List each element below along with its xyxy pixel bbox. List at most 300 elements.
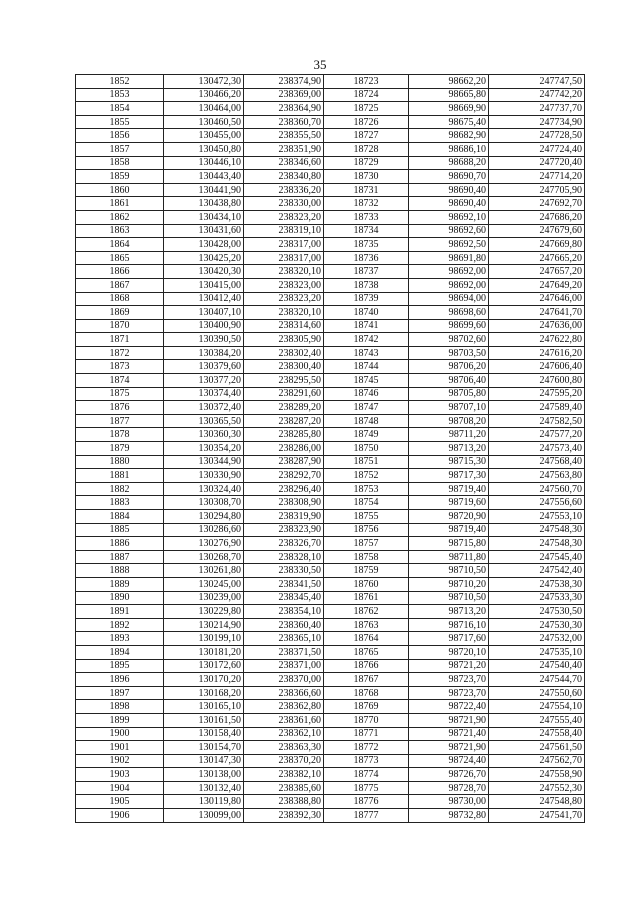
point-number-right-cell: 18770 [324,713,409,727]
x-coordinate-left-cell: 130294,80 [164,510,244,524]
table-row [76,713,585,727]
x-coordinate-right-cell: 98715,30 [409,455,489,469]
point-number-right-cell: 18743 [324,346,409,360]
x-coordinate-left-cell: 130161,50 [164,713,244,727]
y-coordinate-right-cell: 247616,20 [489,346,585,360]
point-number-left-cell: 1863 [76,224,164,238]
y-coordinate-right-cell: 247545,40 [489,550,585,564]
table-row [76,156,585,170]
x-coordinate-right-cell: 98710,50 [409,564,489,578]
table-row [76,210,585,224]
x-coordinate-right-cell: 98692,10 [409,210,489,224]
coordinates-table-body [76,75,585,823]
table-row [76,618,585,632]
y-coordinate-left-cell: 238374,90 [244,75,324,89]
point-number-left-cell: 1899 [76,713,164,727]
y-coordinate-right-cell: 247734,90 [489,115,585,129]
table-row [76,129,585,143]
point-number-right-cell: 18777 [324,809,409,823]
y-coordinate-right-cell: 247728,50 [489,129,585,143]
point-number-left-cell: 1896 [76,673,164,687]
x-coordinate-left-cell: 130308,70 [164,496,244,510]
point-number-right-cell: 18726 [324,115,409,129]
x-coordinate-right-cell: 98662,20 [409,75,489,89]
x-coordinate-left-cell: 130377,20 [164,374,244,388]
x-coordinate-right-cell: 98720,90 [409,510,489,524]
point-number-left-cell: 1897 [76,686,164,700]
point-number-right-cell: 18737 [324,265,409,279]
x-coordinate-left-cell: 130428,00 [164,238,244,252]
x-coordinate-left-cell: 130472,30 [164,75,244,89]
table-row [76,455,585,469]
y-coordinate-left-cell: 238355,50 [244,129,324,143]
table-row [76,482,585,496]
point-number-right-cell: 18764 [324,632,409,646]
x-coordinate-left-cell: 130443,40 [164,170,244,184]
x-coordinate-left-cell: 130324,40 [164,482,244,496]
point-number-left-cell: 1905 [76,795,164,809]
y-coordinate-right-cell: 247558,90 [489,768,585,782]
point-number-right-cell: 18761 [324,591,409,605]
y-coordinate-left-cell: 238330,00 [244,197,324,211]
point-number-left-cell: 1901 [76,741,164,755]
y-coordinate-left-cell: 238317,00 [244,251,324,265]
table-row [76,88,585,102]
x-coordinate-left-cell: 130379,60 [164,360,244,374]
x-coordinate-right-cell: 98710,20 [409,577,489,591]
y-coordinate-left-cell: 238287,20 [244,414,324,428]
x-coordinate-right-cell: 98728,70 [409,781,489,795]
point-number-left-cell: 1902 [76,754,164,768]
y-coordinate-right-cell: 247550,60 [489,686,585,700]
y-coordinate-left-cell: 238370,20 [244,754,324,768]
y-coordinate-left-cell: 238336,20 [244,183,324,197]
x-coordinate-right-cell: 98730,00 [409,795,489,809]
point-number-right-cell: 18751 [324,455,409,469]
point-number-left-cell: 1861 [76,197,164,211]
y-coordinate-left-cell: 238320,10 [244,265,324,279]
y-coordinate-right-cell: 247541,70 [489,809,585,823]
x-coordinate-left-cell: 130168,20 [164,686,244,700]
table-row [76,632,585,646]
y-coordinate-right-cell: 247606,40 [489,360,585,374]
point-number-right-cell: 18741 [324,319,409,333]
point-number-right-cell: 18775 [324,781,409,795]
x-coordinate-left-cell: 130400,90 [164,319,244,333]
table-row [76,754,585,768]
y-coordinate-right-cell: 247573,40 [489,442,585,456]
x-coordinate-left-cell: 130384,20 [164,346,244,360]
point-number-right-cell: 18729 [324,156,409,170]
point-number-left-cell: 1900 [76,727,164,741]
point-number-right-cell: 18760 [324,577,409,591]
x-coordinate-left-cell: 130261,80 [164,564,244,578]
x-coordinate-left-cell: 130412,40 [164,292,244,306]
point-number-right-cell: 18728 [324,142,409,156]
y-coordinate-right-cell: 247636,00 [489,319,585,333]
x-coordinate-right-cell: 98675,40 [409,115,489,129]
table-row [76,278,585,292]
table-row [76,333,585,347]
x-coordinate-left-cell: 130158,40 [164,727,244,741]
y-coordinate-left-cell: 238317,00 [244,238,324,252]
x-coordinate-left-cell: 130365,50 [164,414,244,428]
x-coordinate-right-cell: 98723,70 [409,686,489,700]
point-number-right-cell: 18768 [324,686,409,700]
point-number-left-cell: 1903 [76,768,164,782]
x-coordinate-left-cell: 130372,40 [164,401,244,415]
x-coordinate-right-cell: 98699,60 [409,319,489,333]
table-row [76,414,585,428]
x-coordinate-right-cell: 98713,20 [409,442,489,456]
table-row [76,75,585,89]
point-number-left-cell: 1870 [76,319,164,333]
y-coordinate-left-cell: 238346,60 [244,156,324,170]
table-row [76,768,585,782]
x-coordinate-right-cell: 98723,70 [409,673,489,687]
table-row [76,781,585,795]
point-number-right-cell: 18734 [324,224,409,238]
point-number-left-cell: 1859 [76,170,164,184]
y-coordinate-right-cell: 247649,20 [489,278,585,292]
y-coordinate-right-cell: 247714,20 [489,170,585,184]
x-coordinate-right-cell: 98732,80 [409,809,489,823]
x-coordinate-left-cell: 130245,00 [164,577,244,591]
y-coordinate-left-cell: 238286,00 [244,442,324,456]
x-coordinate-left-cell: 130446,10 [164,156,244,170]
point-number-right-cell: 18774 [324,768,409,782]
x-coordinate-left-cell: 130374,40 [164,387,244,401]
point-number-left-cell: 1864 [76,238,164,252]
table-row [76,292,585,306]
y-coordinate-left-cell: 238382,10 [244,768,324,782]
y-coordinate-left-cell: 238371,00 [244,659,324,673]
y-coordinate-left-cell: 238365,10 [244,632,324,646]
point-number-left-cell: 1871 [76,333,164,347]
x-coordinate-left-cell: 130420,30 [164,265,244,279]
table-row [76,577,585,591]
x-coordinate-left-cell: 130455,00 [164,129,244,143]
table-row [76,346,585,360]
x-coordinate-right-cell: 98717,60 [409,632,489,646]
y-coordinate-right-cell: 247556,60 [489,496,585,510]
table-row [76,442,585,456]
y-coordinate-right-cell: 247535,10 [489,645,585,659]
point-number-left-cell: 1874 [76,374,164,388]
y-coordinate-right-cell: 247720,40 [489,156,585,170]
point-number-right-cell: 18736 [324,251,409,265]
x-coordinate-right-cell: 98691,80 [409,251,489,265]
table-row [76,251,585,265]
y-coordinate-right-cell: 247600,80 [489,374,585,388]
point-number-left-cell: 1879 [76,442,164,456]
table-row [76,360,585,374]
point-number-right-cell: 18740 [324,306,409,320]
x-coordinate-left-cell: 130344,90 [164,455,244,469]
x-coordinate-right-cell: 98690,40 [409,183,489,197]
point-number-right-cell: 18756 [324,523,409,537]
y-coordinate-right-cell: 247686,20 [489,210,585,224]
table-row [76,170,585,184]
point-number-right-cell: 18767 [324,673,409,687]
x-coordinate-right-cell: 98717,30 [409,469,489,483]
point-number-right-cell: 18733 [324,210,409,224]
point-number-left-cell: 1904 [76,781,164,795]
point-number-left-cell: 1865 [76,251,164,265]
y-coordinate-right-cell: 247724,40 [489,142,585,156]
point-number-left-cell: 1856 [76,129,164,143]
x-coordinate-right-cell: 98698,60 [409,306,489,320]
table-row [76,496,585,510]
x-coordinate-right-cell: 98719,40 [409,482,489,496]
point-number-left-cell: 1890 [76,591,164,605]
point-number-right-cell: 18757 [324,537,409,551]
y-coordinate-right-cell: 247669,80 [489,238,585,252]
point-number-right-cell: 18723 [324,75,409,89]
point-number-right-cell: 18754 [324,496,409,510]
x-coordinate-left-cell: 130431,60 [164,224,244,238]
y-coordinate-left-cell: 238354,10 [244,605,324,619]
y-coordinate-left-cell: 238326,70 [244,537,324,551]
point-number-right-cell: 18752 [324,469,409,483]
y-coordinate-left-cell: 238292,70 [244,469,324,483]
x-coordinate-left-cell: 130229,80 [164,605,244,619]
table-row [76,727,585,741]
table-row [76,306,585,320]
point-number-right-cell: 18759 [324,564,409,578]
point-number-left-cell: 1857 [76,142,164,156]
y-coordinate-left-cell: 238296,40 [244,482,324,496]
y-coordinate-left-cell: 238323,90 [244,523,324,537]
point-number-left-cell: 1884 [76,510,164,524]
table-row [76,673,585,687]
x-coordinate-right-cell: 98722,40 [409,700,489,714]
y-coordinate-left-cell: 238285,80 [244,428,324,442]
table-row [76,319,585,333]
x-coordinate-left-cell: 130464,00 [164,102,244,116]
table-row [76,428,585,442]
y-coordinate-left-cell: 238364,90 [244,102,324,116]
y-coordinate-right-cell: 247641,70 [489,306,585,320]
table-row [76,224,585,238]
x-coordinate-left-cell: 130119,80 [164,795,244,809]
y-coordinate-left-cell: 238388,80 [244,795,324,809]
x-coordinate-left-cell: 130330,90 [164,469,244,483]
x-coordinate-left-cell: 130415,00 [164,278,244,292]
table-row [76,238,585,252]
point-number-right-cell: 18749 [324,428,409,442]
point-number-left-cell: 1876 [76,401,164,415]
y-coordinate-left-cell: 238371,50 [244,645,324,659]
y-coordinate-right-cell: 247533,30 [489,591,585,605]
y-coordinate-right-cell: 247622,80 [489,333,585,347]
point-number-right-cell: 18744 [324,360,409,374]
table-row [76,605,585,619]
point-number-left-cell: 1873 [76,360,164,374]
y-coordinate-left-cell: 238360,40 [244,618,324,632]
point-number-left-cell: 1869 [76,306,164,320]
x-coordinate-right-cell: 98726,70 [409,768,489,782]
y-coordinate-left-cell: 238323,20 [244,292,324,306]
y-coordinate-right-cell: 247530,30 [489,618,585,632]
point-number-right-cell: 18746 [324,387,409,401]
point-number-right-cell: 18753 [324,482,409,496]
point-number-right-cell: 18731 [324,183,409,197]
y-coordinate-left-cell: 238363,30 [244,741,324,755]
x-coordinate-left-cell: 130138,00 [164,768,244,782]
x-coordinate-left-cell: 130239,00 [164,591,244,605]
x-coordinate-left-cell: 130172,60 [164,659,244,673]
point-number-left-cell: 1878 [76,428,164,442]
table-row [76,523,585,537]
x-coordinate-left-cell: 130268,70 [164,550,244,564]
y-coordinate-left-cell: 238314,60 [244,319,324,333]
x-coordinate-right-cell: 98690,70 [409,170,489,184]
y-coordinate-right-cell: 247548,30 [489,523,585,537]
x-coordinate-right-cell: 98716,10 [409,618,489,632]
x-coordinate-right-cell: 98692,00 [409,278,489,292]
point-number-left-cell: 1852 [76,75,164,89]
table-row [76,401,585,415]
point-number-left-cell: 1892 [76,618,164,632]
point-number-right-cell: 18732 [324,197,409,211]
point-number-left-cell: 1886 [76,537,164,551]
point-number-right-cell: 18765 [324,645,409,659]
point-number-right-cell: 18750 [324,442,409,456]
table-row [76,183,585,197]
point-number-left-cell: 1872 [76,346,164,360]
y-coordinate-left-cell: 238361,60 [244,713,324,727]
y-coordinate-right-cell: 247577,20 [489,428,585,442]
y-coordinate-right-cell: 247646,00 [489,292,585,306]
y-coordinate-right-cell: 247555,40 [489,713,585,727]
x-coordinate-right-cell: 98694,00 [409,292,489,306]
y-coordinate-left-cell: 238295,50 [244,374,324,388]
y-coordinate-left-cell: 238308,90 [244,496,324,510]
point-number-left-cell: 1888 [76,564,164,578]
table-row [76,374,585,388]
point-number-right-cell: 18748 [324,414,409,428]
table-row [76,197,585,211]
x-coordinate-left-cell: 130438,80 [164,197,244,211]
x-coordinate-left-cell: 130132,40 [164,781,244,795]
x-coordinate-left-cell: 130441,90 [164,183,244,197]
y-coordinate-left-cell: 238289,20 [244,401,324,415]
point-number-right-cell: 18771 [324,727,409,741]
x-coordinate-left-cell: 130181,20 [164,645,244,659]
table-row [76,102,585,116]
x-coordinate-right-cell: 98703,50 [409,346,489,360]
table-row [76,265,585,279]
point-number-left-cell: 1880 [76,455,164,469]
point-number-left-cell: 1882 [76,482,164,496]
table-row [76,741,585,755]
x-coordinate-right-cell: 98721,90 [409,741,489,755]
point-number-right-cell: 18724 [324,88,409,102]
y-coordinate-right-cell: 247552,30 [489,781,585,795]
x-coordinate-right-cell: 98711,20 [409,428,489,442]
y-coordinate-left-cell: 238362,10 [244,727,324,741]
x-coordinate-right-cell: 98690,40 [409,197,489,211]
point-number-left-cell: 1894 [76,645,164,659]
x-coordinate-right-cell: 98724,40 [409,754,489,768]
x-coordinate-left-cell: 130425,20 [164,251,244,265]
point-number-right-cell: 18766 [324,659,409,673]
x-coordinate-right-cell: 98713,20 [409,605,489,619]
y-coordinate-left-cell: 238362,80 [244,700,324,714]
point-number-left-cell: 1883 [76,496,164,510]
y-coordinate-left-cell: 238323,20 [244,210,324,224]
point-number-left-cell: 1881 [76,469,164,483]
y-coordinate-left-cell: 238319,10 [244,224,324,238]
x-coordinate-right-cell: 98706,20 [409,360,489,374]
x-coordinate-right-cell: 98720,10 [409,645,489,659]
y-coordinate-left-cell: 238323,00 [244,278,324,292]
point-number-left-cell: 1862 [76,210,164,224]
point-number-right-cell: 18739 [324,292,409,306]
x-coordinate-left-cell: 130170,20 [164,673,244,687]
y-coordinate-right-cell: 247538,30 [489,577,585,591]
point-number-left-cell: 1887 [76,550,164,564]
y-coordinate-right-cell: 247560,70 [489,482,585,496]
y-coordinate-right-cell: 247562,70 [489,754,585,768]
table-row [76,809,585,823]
y-coordinate-right-cell: 247595,20 [489,387,585,401]
table-row [76,645,585,659]
point-number-right-cell: 18763 [324,618,409,632]
table-row [76,591,585,605]
x-coordinate-right-cell: 98721,20 [409,659,489,673]
y-coordinate-left-cell: 238320,10 [244,306,324,320]
y-coordinate-right-cell: 247542,40 [489,564,585,578]
table-row [76,142,585,156]
x-coordinate-left-cell: 130165,10 [164,700,244,714]
table-row [76,510,585,524]
x-coordinate-right-cell: 98702,60 [409,333,489,347]
point-number-left-cell: 1891 [76,605,164,619]
y-coordinate-right-cell: 247705,90 [489,183,585,197]
x-coordinate-left-cell: 130199,10 [164,632,244,646]
y-coordinate-right-cell: 247692,70 [489,197,585,211]
point-number-left-cell: 1889 [76,577,164,591]
x-coordinate-right-cell: 98692,50 [409,238,489,252]
point-number-left-cell: 1893 [76,632,164,646]
y-coordinate-right-cell: 247544,70 [489,673,585,687]
y-coordinate-right-cell: 247742,20 [489,88,585,102]
y-coordinate-left-cell: 238302,40 [244,346,324,360]
x-coordinate-left-cell: 130147,30 [164,754,244,768]
y-coordinate-left-cell: 238300,40 [244,360,324,374]
table-row [76,564,585,578]
table-row [76,659,585,673]
table-row [76,537,585,551]
y-coordinate-left-cell: 238319,90 [244,510,324,524]
point-number-left-cell: 1868 [76,292,164,306]
x-coordinate-right-cell: 98710,50 [409,591,489,605]
x-coordinate-right-cell: 98686,10 [409,142,489,156]
y-coordinate-left-cell: 238291,60 [244,387,324,401]
y-coordinate-right-cell: 247530,50 [489,605,585,619]
y-coordinate-right-cell: 247553,10 [489,510,585,524]
x-coordinate-left-cell: 130360,30 [164,428,244,442]
point-number-left-cell: 1885 [76,523,164,537]
y-coordinate-left-cell: 238340,80 [244,170,324,184]
x-coordinate-right-cell: 98721,40 [409,727,489,741]
x-coordinate-left-cell: 130214,90 [164,618,244,632]
point-number-right-cell: 18745 [324,374,409,388]
x-coordinate-right-cell: 98665,80 [409,88,489,102]
point-number-left-cell: 1860 [76,183,164,197]
